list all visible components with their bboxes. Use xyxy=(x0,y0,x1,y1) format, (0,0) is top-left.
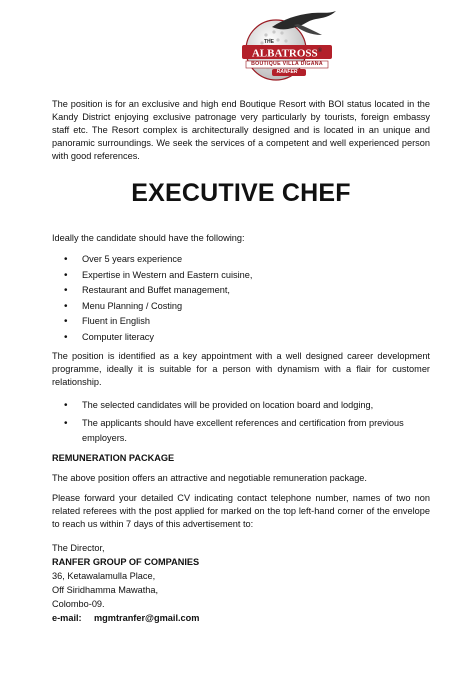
list-item: • Menu Planning / Costing xyxy=(52,299,430,315)
remuneration-heading: REMUNERATION PACKAGE xyxy=(52,453,175,463)
logo-name-text: ALBATROSS xyxy=(251,47,318,60)
email-row xyxy=(52,611,199,625)
list-item: • The applicants should have excellent references and certification from previous employers. xyxy=(52,416,430,447)
logo-badge: RANFER xyxy=(276,69,298,75)
requirements-list xyxy=(52,252,430,345)
logo-tagline: BOUTIQUE VILLA DIGANA xyxy=(251,61,323,67)
position-paragraph: The position is identified as a key appointment with a well designed career development programme, ideally it is suitable for a person with dynamism with a flair for customer relationship. xyxy=(52,351,430,387)
logo-name xyxy=(232,45,342,61)
intro-paragraph: The position is for an exclusive and high end Boutique Resort with BOI status located in the Kandy District enjoying exclusive patronage very particularly by tourists, foreign embassy staff etc. The Resort complex is architecturally designed and is located in an unique and panoramic surroundings. We seek the services of a competent and well experienced person with good references. xyxy=(52,99,430,161)
email-address[interactable]: mgmtranfer@gmail.com xyxy=(94,613,200,623)
list-item: • Over 5 years experience xyxy=(52,252,430,268)
address-line: 36, Ketawalamulla Place, xyxy=(52,571,156,581)
email-label: e-mail: xyxy=(52,613,82,623)
list-item: • Restaurant and Buffet management, xyxy=(52,283,430,299)
address-line: Off Siridhamma Mawatha, xyxy=(52,585,159,595)
address-line: Colombo-09. xyxy=(52,599,105,609)
list-item: • The selected candidates will be provided on location board and lodging, xyxy=(52,398,430,414)
contact-address xyxy=(52,541,199,625)
job-title: EXECUTIVE CHEF xyxy=(131,179,351,207)
apply-paragraph: Please forward your detailed CV indicating contact telephone number, names of two non related referees with the post applied for marked on the top left-hand corner of the envelope to reach us within 7 days of this advertisement to: xyxy=(52,493,430,529)
logo-the: THE xyxy=(264,39,274,45)
remuneration-paragraph: The above position offers an attractive and negotiable remuneration package. xyxy=(52,473,367,483)
registered-mark: ® xyxy=(317,48,323,54)
requirements-lead: Ideally the candidate should have the following: xyxy=(52,233,245,243)
list-item: • Expertise in Western and Eastern cuisine, xyxy=(52,268,430,284)
company-name: RANFER GROUP OF COMPANIES xyxy=(52,557,200,567)
list-item: • Fluent in English xyxy=(52,314,430,330)
albatross-logo xyxy=(232,5,342,97)
list-item: • Computer literacy xyxy=(52,330,430,346)
notes-list xyxy=(52,398,430,449)
address-line: The Director, xyxy=(52,543,105,553)
